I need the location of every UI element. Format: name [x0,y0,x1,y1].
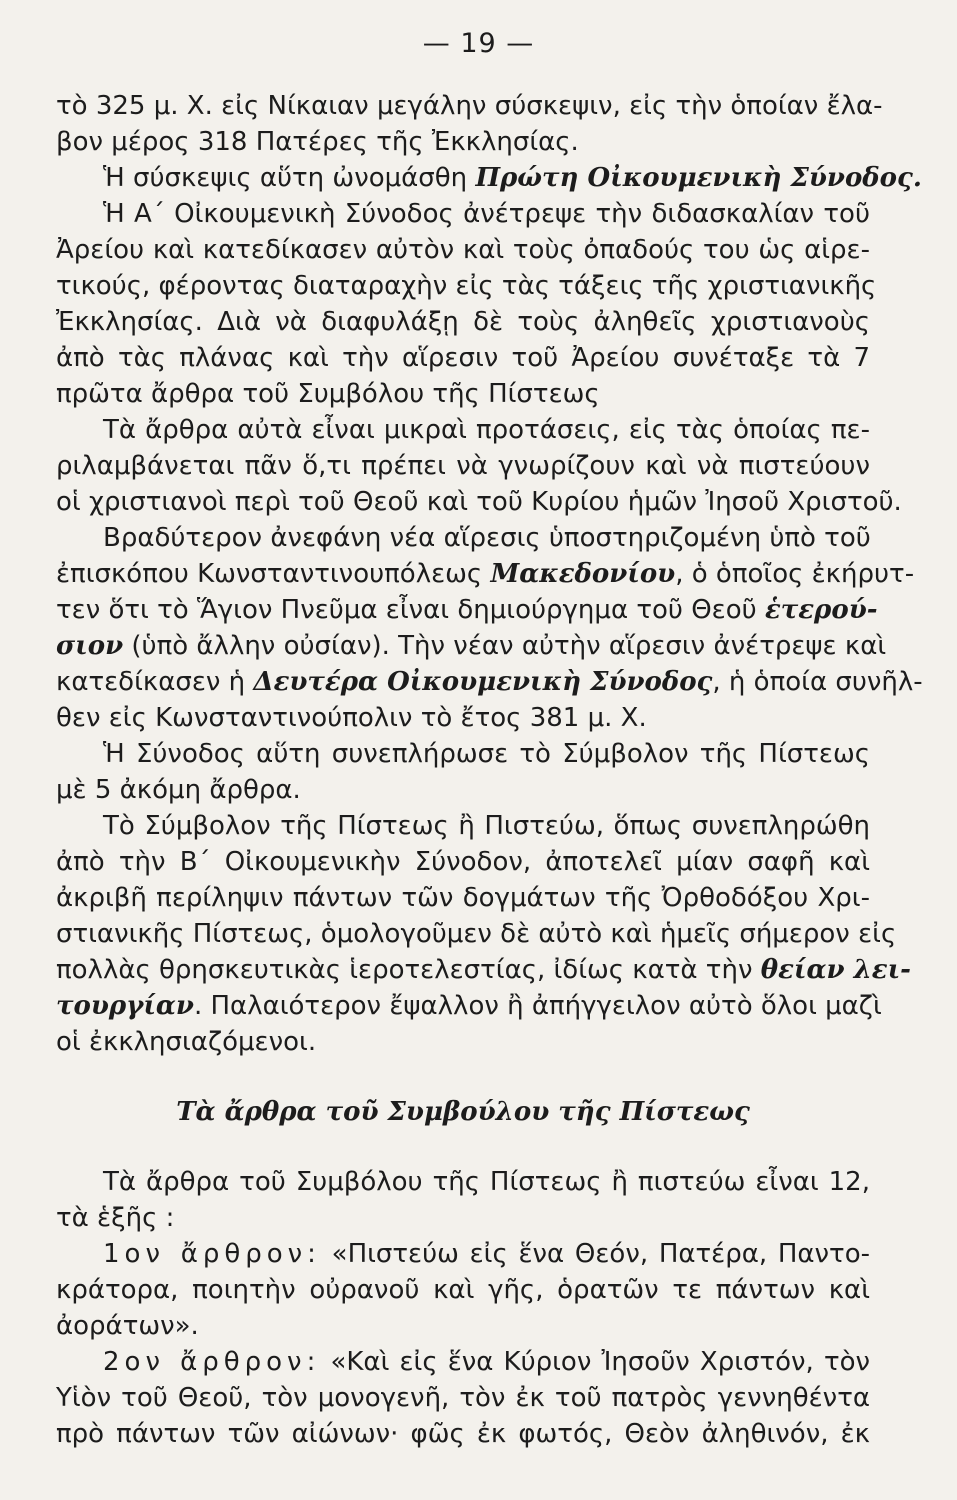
text-run: «Καὶ εἰς ἕνα Κύριον Ἰησοῦν Χριστόν, τὸν [330,1347,871,1377]
text-line: ἀκριβῆ περίληψιν πάντων τῶν δογμάτων τῆς Ὀρθοδόξου Χρι- [56,883,870,913]
text-line: Βραδύτερον ἀνεφάνη νέα αἵρεσις ὑποστηριζομένη ὑπὸ τοῦ [103,523,871,553]
text-line: θεν εἰς Κωνσταντινούπολιν τὸ ἔτος 381 μ. Χ. [56,703,647,733]
text-line [56,626,887,666]
text-run: ἐπισκόπου Κωνσταντινουπόλεως [56,559,483,589]
text-run: , ὁ ὁποῖος ἐκήρυτ- [675,559,915,589]
text-line: Ἐκκλησίας. Διὰ νὰ διαφυλάξῃ δὲ τοὺς ἀληθεῖς χριστιανοὺς [56,307,870,337]
emphasized-term: θείαν λει- [760,955,911,985]
emphasized-term: τουργίαν [56,991,194,1021]
text-line [56,662,923,702]
article-label: 2ον ἄρθρον: [103,1347,321,1377]
text-line: ριλαμβάνεται πᾶν ὅ,τι πρέπει νὰ γνωρίζουν καὶ νὰ πιστεύουν [56,451,870,481]
article-label: 1ον ἄρθρον: [103,1239,321,1269]
text-line: οἱ χριστιανοὶ περὶ τοῦ Θεοῦ καὶ τοῦ Κυρίου ἡμῶν Ἰησοῦ Χριστοῦ. [56,487,902,517]
text-line: Ἡ Α΄ Οἰκουμενικὴ Σύνοδος ἀνέτρεψε τὴν διδασκαλίαν τοῦ [103,199,870,229]
emphasized-term: Δευτέρα Οἰκουμενικὴ Σύνοδος [253,667,713,697]
text-line: βον μέρος 318 Πατέρες τῆς Ἐκκλησίας. [56,127,579,157]
text-run: τεν ὅτι τὸ Ἅγιον Πνεῦμα εἶναι δημιούργημα τοῦ Θεοῦ [56,595,757,625]
emphasized-term: Μακεδονίου [490,559,676,589]
section-heading: Τὰ ἄρθρα τοῦ Συμβούλου τῆς Πίστεως [176,1097,750,1127]
text-run: , ἡ ὁποία συνῆλ- [712,667,923,697]
text-line: τικούς, φέροντας διαταραχὴν εἰς τὰς τάξεις τῆς χριστιανικῆς [56,271,877,301]
text-line: πρῶτα ἄρθρα τοῦ Συμβόλου τῆς Πίστεως [56,379,600,409]
text-run: (ὑπὸ ἄλλην οὐσίαν). Τὴν νέαν αὐτὴν αἵρεσιν ἀνέτρεψε καὶ [131,631,887,661]
text-line: Ἡ Σύνοδος αὕτη συνεπλήρωσε τὸ Σύμβολον τῆς Πίστεως [103,739,870,769]
text-line: τὰ ἑξῆς : [56,1203,175,1233]
text-line [56,986,882,1026]
text-line: μὲ 5 ἀκόμη ἄρθρα. [56,775,301,805]
text-line: ἀοράτων». [56,1311,199,1341]
emphasized-term: Πρώτη Οἰκουμενικὴ Σύνοδος. [475,163,922,193]
text-line: ἀπὸ τὰς πλάνας καὶ τὴν αἵρεσιν τοῦ Ἀρείου συνέταξε τὰ 7 [56,343,870,373]
text-line: Τὸ Σύμβολον τῆς Πίστεως ἢ Πιστεύω, ὅπως συνεπληρώθη [103,811,870,841]
text-line [56,590,878,630]
text-run: «Πιστεύω εἰς ἕνα Θεόν, Πατέρα, Παντο- [331,1239,870,1269]
text-line: Υἱὸν τοῦ Θεοῦ, τὸν μονογενῆ, τὸν ἐκ τοῦ πατρὸς γεννηθέντα [56,1383,870,1413]
text-line: στιανικῆς Πίστεως, ὁμολογοῦμεν δὲ αὐτὸ καὶ ἡμεῖς σήμερον εἰς [56,919,897,949]
text-line: ἀπὸ τὴν Β΄ Οἰκουμενικὴν Σύνοδον, ἀποτελεῖ μίαν σαφῆ καὶ [56,847,870,877]
text-run: πολλὰς θρησκευτικὰς ἱεροτελεστίας, ἰδίως κατὰ τὴν [56,955,753,985]
text-line [103,158,922,198]
text-line: Τὰ ἄρθρα τοῦ Συμβόλου τῆς Πίστεως ἢ πιστεύω εἶναι 12, [103,1167,870,1197]
text-line [103,1234,870,1274]
text-line: τὸ 325 μ. Χ. εἰς Νίκαιαν μεγάλην σύσκεψιν, εἰς τὴν ὁποίαν ἔλα- [56,91,883,121]
emphasized-term: ἑτερού- [764,595,878,625]
text-line [103,1342,870,1382]
text-run: κατεδίκασεν ἡ [56,667,246,697]
text-line [56,950,911,990]
emphasized-term: σιον [56,631,124,661]
text-line: οἱ ἐκκλησιαζόμενοι. [56,1027,317,1057]
text-run: . Παλαιότερον ἔψαλλον ἢ ἀπήγγειλον αὐτὸ ὅλοι μαζὶ [193,991,882,1021]
text-line: Τὰ ἄρθρα αὐτὰ εἶναι μικραὶ προτάσεις, εἰς τὰς ὁποίας πε- [103,415,870,445]
text-line: πρὸ πάντων τῶν αἰώνων· φῶς ἐκ φωτός, Θεὸν ἀληθινόν, ἐκ [56,1419,870,1449]
page-number: — 19 — [422,28,535,59]
text-line: Ἀρείου καὶ κατεδίκασεν αὐτὸν καὶ τοὺς ὀπαδούς του ὡς αἱρε- [56,235,870,265]
text-line: κράτορα, ποιητὴν οὐρανοῦ καὶ γῆς, ὁρατῶν τε πάντων καὶ [56,1275,870,1305]
text-run: Ἡ σύσκεψις αὕτη ὠνομάσθη [103,163,468,193]
text-line [56,554,915,594]
